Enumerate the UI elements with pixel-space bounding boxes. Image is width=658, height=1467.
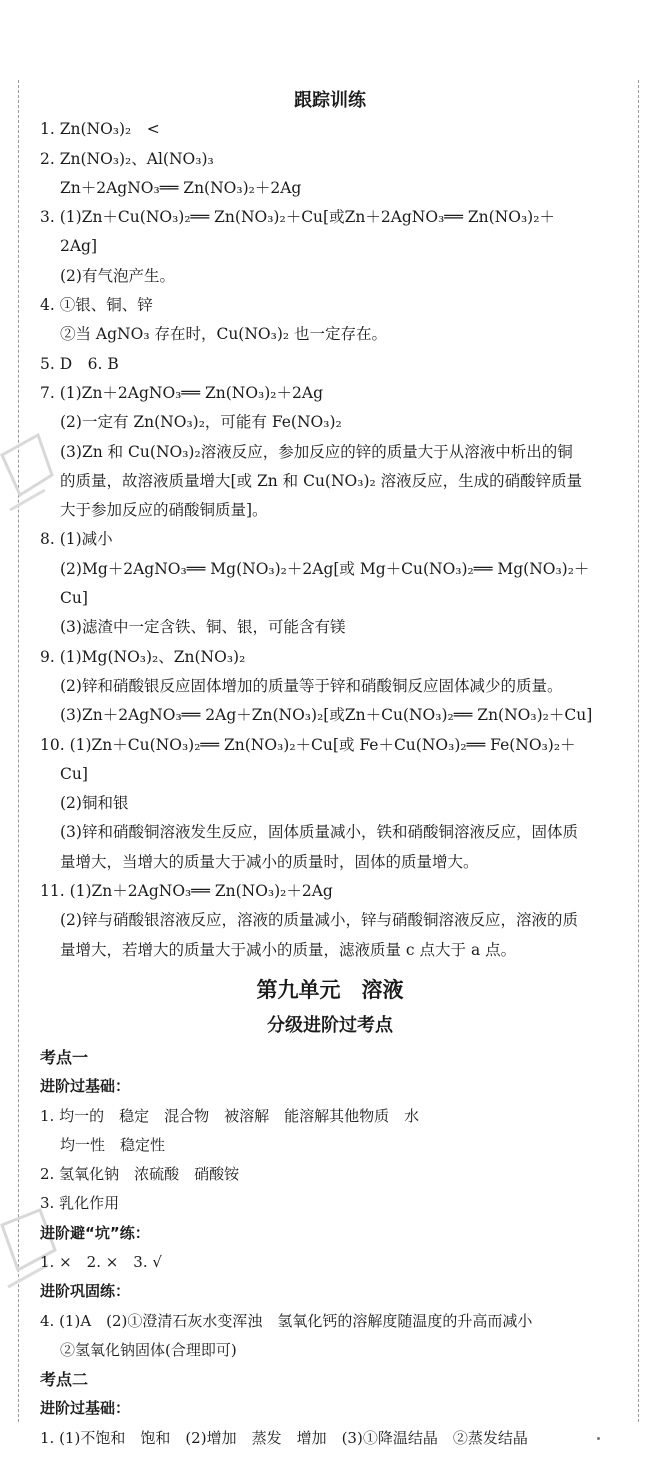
practice-subheading: 进阶巩固练： bbox=[40, 1282, 131, 1301]
tracking-training-answers bbox=[40, 115, 620, 965]
answer-line: 的质量，故溶液质量增大[或 Zn 和 Cu(NO₃)₂ 溶液反应，生成的硝酸锌质量 bbox=[60, 471, 583, 490]
answer-line: 3. (1)Zn＋Cu(NO₃)₂══ Zn(NO₃)₂＋Cu[或Zn＋2AgNO₃══ Zn(NO₃)₂＋ bbox=[40, 208, 555, 227]
answer-line: (3)锌和硝酸铜溶液发生反应，固体质量减小，铁和硝酸铜溶液反应，固体质 bbox=[60, 823, 578, 842]
answer-line: 1. × 2. × 3. √ bbox=[40, 1252, 162, 1271]
answer-line: (2)有气泡产生。 bbox=[60, 266, 175, 285]
exam-point-answers bbox=[40, 1043, 620, 1453]
practice-subheading: 进阶避“坑”练： bbox=[40, 1223, 150, 1242]
answer-line: (2)铜和银 bbox=[60, 794, 129, 813]
answer-line: 11. (1)Zn＋2AgNO₃══ Zn(NO₃)₂＋2Ag bbox=[40, 882, 333, 901]
answer-line: 量增大，若增大的质量大于减小的质量，滤液质量 c 点大于 a 点。 bbox=[60, 940, 517, 959]
unit-subtitle: 分级进阶过考点 bbox=[267, 1014, 393, 1036]
section-title: 跟踪训练 bbox=[294, 90, 366, 111]
answer-content bbox=[40, 86, 620, 1453]
answer-line: 5. D 6. B bbox=[40, 354, 119, 373]
unit-title: 第九单元 溶液 bbox=[256, 977, 404, 1002]
answer-line: (2)锌和硝酸银反应固体增加的质量等于锌和硝酸铜反应固体减少的质量。 bbox=[60, 676, 563, 695]
exam-point-heading: 考点二 bbox=[40, 1370, 89, 1390]
answer-line: (2)锌与硝酸银溶液反应，溶液的质量减小，锌与硝酸铜溶液反应，溶液的质 bbox=[60, 911, 578, 930]
answer-line: Cu] bbox=[60, 589, 88, 608]
answer-line: 7. (1)Zn＋2AgNO₃══ Zn(NO₃)₂＋2Ag bbox=[40, 383, 323, 402]
answer-line: 10. (1)Zn＋Cu(NO₃)₂══ Zn(NO₃)₂＋Cu[或 Fe＋Cu(NO₃)₂══ Fe(NO₃)₂＋ bbox=[40, 735, 576, 754]
answer-line: 1. 均一的 稳定 混合物 被溶解 能溶解其他物质 水 bbox=[40, 1106, 420, 1125]
answer-line: Cu] bbox=[60, 764, 88, 783]
practice-subheading: 进阶过基础： bbox=[40, 1077, 131, 1096]
answer-line: (2)一定有 Zn(NO₃)₂，可能有 Fe(NO₃)₂ bbox=[60, 413, 342, 432]
answer-line: 1. (1)不饱和 饱和 (2)增加 蒸发 增加 (3)①降温结晶 ②蒸发结晶 bbox=[40, 1428, 528, 1447]
answer-line: 均一性 稳定性 bbox=[60, 1135, 166, 1154]
answer-line: 大于参加反应的硝酸铜质量]。 bbox=[60, 501, 268, 520]
answer-line: 2. 氢氧化钠 浓硫酸 硝酸铵 bbox=[40, 1165, 240, 1184]
answer-line: (3)滤渣中一定含铁、铜、银，可能含有镁 bbox=[60, 618, 346, 637]
answer-line: 8. (1)减小 bbox=[40, 530, 113, 549]
answer-line: Zn＋2AgNO₃══ Zn(NO₃)₂＋2Ag bbox=[60, 178, 302, 197]
practice-subheading: 进阶过基础： bbox=[40, 1399, 131, 1418]
left-margin-dashed-line bbox=[18, 80, 19, 1422]
answer-line: (3)Zn＋2AgNO₃══ 2Ag＋Zn(NO₃)₂[或Zn＋Cu(NO₃)₂══ Zn(NO₃)₂＋Cu] bbox=[60, 706, 593, 725]
page-speck bbox=[597, 1437, 600, 1440]
answer-line: (2)Mg＋2AgNO₃══ Mg(NO₃)₂＋2Ag[或 Mg＋Cu(NO₃)₂══ Mg(NO₃)₂＋ bbox=[60, 559, 590, 578]
answer-line: (3)Zn 和 Cu(NO₃)₂溶液反应，参加反应的锌的质量大于从溶液中析出的铜 bbox=[60, 442, 573, 461]
answer-line: 1. Zn(NO₃)₂ < bbox=[40, 120, 160, 139]
answer-line: 9. (1)Mg(NO₃)₂、Zn(NO₃)₂ bbox=[40, 647, 246, 666]
answer-line: ②当 AgNO₃ 存在时，Cu(NO₃)₂ 也一定存在。 bbox=[60, 325, 388, 344]
answer-line: 4. ①银、铜、锌 bbox=[40, 296, 153, 315]
exam-point-heading: 考点一 bbox=[40, 1047, 89, 1067]
answer-line: 量增大，当增大的质量大于减小的质量时，固体的质量增大。 bbox=[60, 852, 479, 871]
answer-line: 3. 乳化作用 bbox=[40, 1194, 120, 1213]
answer-line: 2Ag] bbox=[60, 237, 98, 256]
answer-line: 2. Zn(NO₃)₂、Al(NO₃)₃ bbox=[40, 149, 214, 168]
right-margin-dashed-line bbox=[638, 80, 639, 1422]
answer-line: ②氢氧化钠固体(合理即可) bbox=[60, 1340, 237, 1359]
answer-line: 4. (1)A (2)①澄清石灰水变浑浊 氢氧化钙的溶解度随温度的升高而减小 bbox=[40, 1311, 533, 1330]
